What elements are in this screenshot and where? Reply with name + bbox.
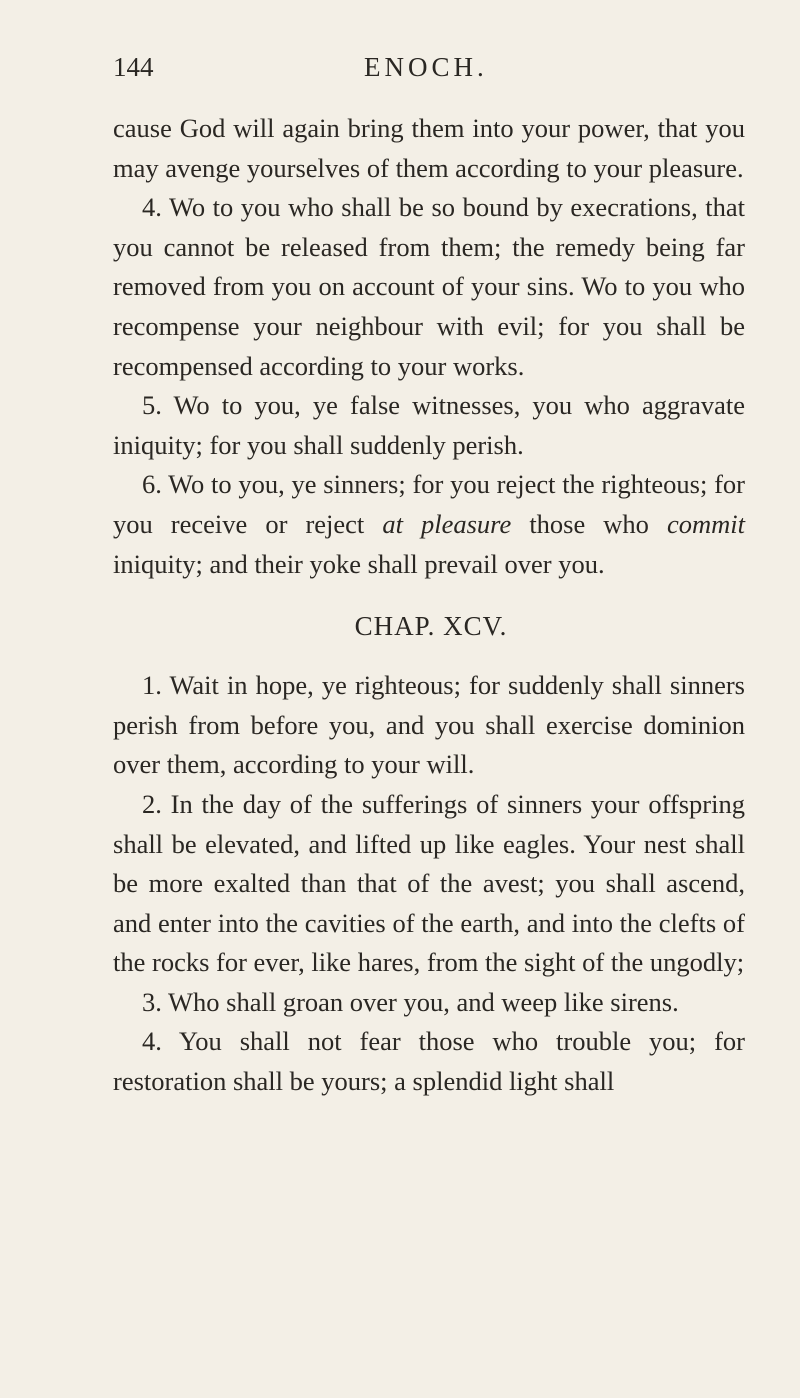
page-header: [113, 52, 745, 92]
verse-6-text-3: iniquity; and their yoke shall prevail over you.: [113, 548, 605, 579]
page-number: 144: [113, 52, 154, 82]
paragraph-verse-5: 5. Wo to you, ye false witnesses, you who aggravate iniquity; for you shall suddenly perish.: [113, 390, 745, 460]
verse-6-text-1: 6. Wo to you, ye sinners; for you reject the righteous; for you receive or reject: [113, 469, 745, 539]
chapter-verse-2: 2. In the day of the sufferings of sinners your offspring shall be elevated, and lifted up like eagles. Your nest shall be more exalted than that of the avest; you shall ascend, and enter into the cavities of the earth, and into the clefts of the rocks for ever, like hares, from the sight of the ungodly;: [113, 788, 745, 978]
chapter-verse-4: 4. You shall not fear those who trouble you; for restoration shall be yours; a splendid light shall: [113, 1026, 745, 1097]
running-title: ENOCH.: [364, 52, 488, 82]
verse-6-text-2: those who: [529, 508, 649, 539]
paragraph-verse-6: [113, 465, 745, 584]
verse-6-italic-2: commit: [666, 508, 745, 539]
verse-6-italic-1: at pleasure: [382, 508, 512, 539]
chapter-verse-3: 3. Who shall groan over you, and weep like sirens.: [142, 986, 679, 1017]
chapter-verse-1: 1. Wait in hope, ye righteous; for suddenly shall sinners perish from before you, and you shall exercise dominion over them, according to your will.: [113, 670, 745, 780]
paragraph-verse-4: 4. Wo to you who shall be so bound by execrations, that you cannot be released from them; the remedy being far removed from you on account of your sins. Wo to you who recompense your neighbour with evil; for you shall be recompensed according to your works.: [113, 192, 745, 381]
paragraph-continuation: cause God will again bring them into your power, that you may avenge yourselves of them according to your pleasure.: [113, 113, 745, 183]
body-text: [113, 109, 745, 1102]
chapter-heading: CHAP. XCV.: [354, 611, 508, 642]
